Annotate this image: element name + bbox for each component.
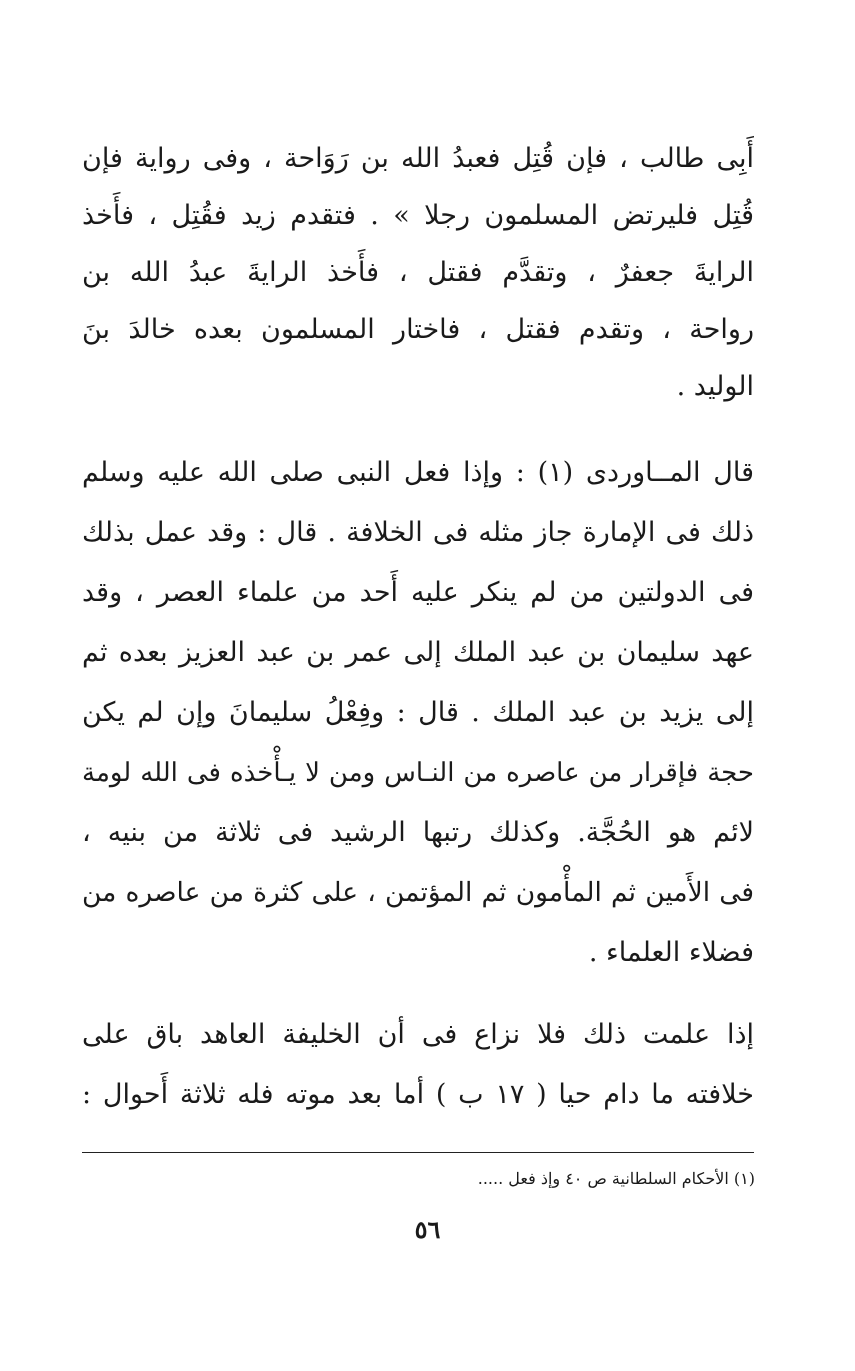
page-number: ٥٦	[414, 1215, 441, 1244]
text-line: ذلك فى الإمارة جاز مثله فى الخلافة . قال : وقد عمل بذلك	[82, 517, 754, 548]
text-line: قال المــاوردى (١) : وإذا فعل النبى صلى الله عليه وسلم	[82, 457, 754, 488]
text-line: رواحة ، وتقدم فقتل ، فاختار المسلمون بعده خالدَ بنَ	[82, 314, 754, 345]
text-line: إلى يزيد بن عبد الملك . قال : وفِعْلُ سليمانَ وإن لم يكن	[82, 697, 754, 728]
paragraph-3	[82, 1005, 754, 1125]
text-line: فضلاء العلماء .	[588, 937, 754, 968]
text-line: عهد سليمان بن عبد الملك إلى عمر بن عبد العزيز بعده ثم	[82, 637, 754, 668]
paragraph-1	[82, 130, 754, 415]
text-line: خلافته ما دام حيا ( ١٧ ب ) أما بعد موته فله ثلاثة أَحوال :	[82, 1079, 754, 1110]
text-line: لائم هو الحُجَّة. وكذلك رتبها الرشيد فى ثلاثة من بنيه ،	[82, 817, 754, 848]
text-line: الوليد .	[676, 371, 754, 402]
text-line: فى الدولتين من لم ينكر عليه أَحد من علماء العصر ، وقد	[82, 577, 754, 608]
text-line: قُتِل فليرتض المسلمون رجلا » . فتقدم زيد فقُتِل ، فأَخذ	[82, 200, 754, 231]
text-line: الرايةَ جعفرٌ ، وتقدَّم فقتل ، فأَخذ الرايةَ عبدُ الله بن	[82, 257, 754, 288]
footnote-divider	[82, 1152, 754, 1153]
paragraph-2	[82, 443, 754, 983]
text-line: إذا علمت ذلك فلا نزاع فى أن الخليفة العاهد باق على	[82, 1019, 754, 1050]
footnote: (١) الأحكام السلطانية ص ٤٠ وإذ فعل .....	[477, 1169, 755, 1188]
text-line: حجة فإقرار من عاصره من النـاس ومن لا يـأْخذه فى الله لومة	[82, 758, 754, 788]
text-line: فى الأَمين ثم المأْمون ثم المؤتمن ، على كثرة من عاصره من	[82, 877, 754, 908]
text-line: أَبِى طالب ، فإن قُتِل فعبدُ الله بن رَوَاحة ، وفى رواية فإن	[82, 143, 754, 174]
